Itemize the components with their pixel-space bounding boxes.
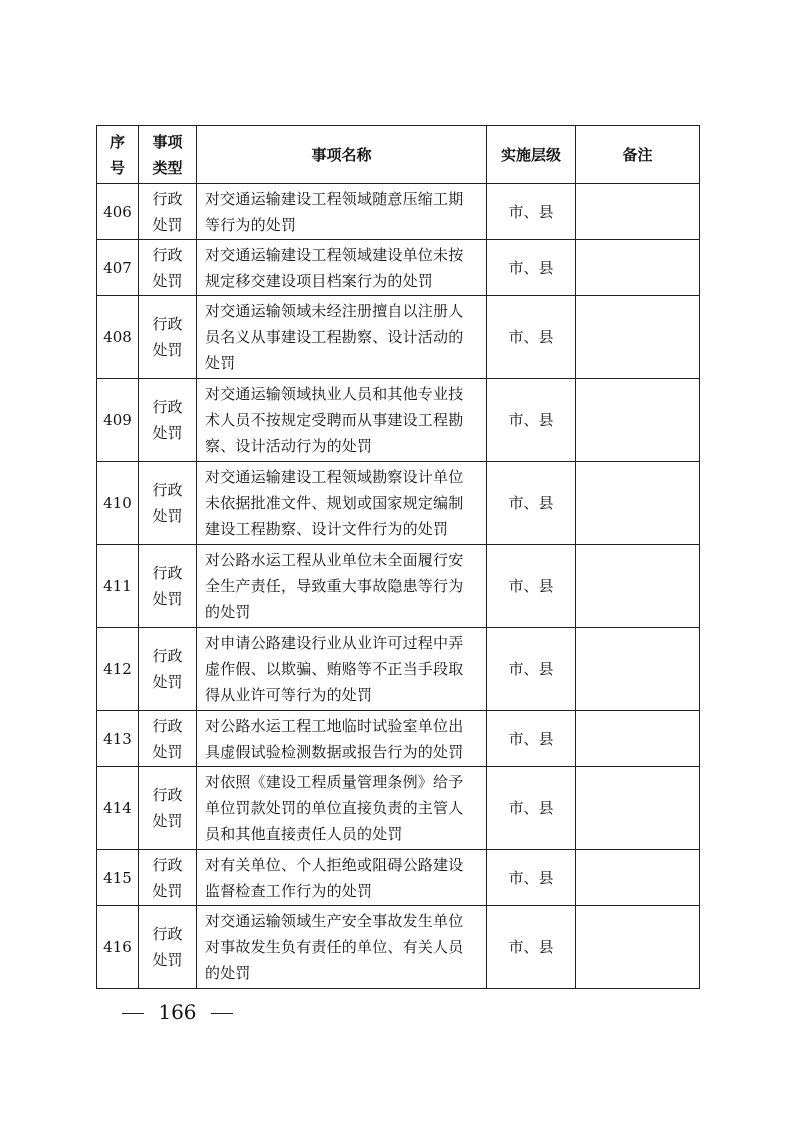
cell-seq: 407: [97, 240, 139, 296]
cell-type-line: 行政: [152, 315, 183, 333]
cell-name-line: 对交通运输建设工程领域建设单位未按: [205, 245, 464, 264]
cell-name: [197, 767, 487, 850]
page-number: 166: [158, 1000, 197, 1024]
cell-type-line: 处罚: [152, 590, 183, 608]
matters-table: [96, 125, 700, 989]
table-row: [97, 906, 700, 989]
cell-name-line: 对公路水运工程从业单位未全面履行安: [205, 551, 464, 569]
cell-name-line: 对申请公路建设行业从业许可过程中弄: [205, 634, 464, 652]
cell-type-line: 行政: [152, 564, 183, 582]
cell-seq: 413: [97, 711, 139, 767]
cell-type-line: 处罚: [152, 341, 183, 359]
cell-type: [139, 767, 197, 850]
header-seq-line2: 号: [109, 158, 125, 177]
cell-type: [139, 545, 197, 628]
cell-seq: 411: [97, 545, 139, 628]
cell-type: [139, 711, 197, 767]
cell-type: [139, 296, 197, 379]
cell-name-line: 对交通运输领域生产安全事故发生单位: [205, 912, 464, 930]
cell-note: [576, 379, 700, 462]
cell-type-line: 处罚: [152, 424, 183, 442]
cell-note: [576, 767, 700, 850]
header-seq: [97, 126, 139, 184]
cell-type-line: 处罚: [152, 881, 183, 900]
cell-name: [197, 850, 487, 906]
cell-level: 市、县: [487, 240, 576, 296]
cell-name-line: 对事故发生负有责任的单位、有关人员: [205, 938, 464, 956]
cell-note: [576, 850, 700, 906]
cell-name-line: 未依据批准文件、规划或国家规定编制: [205, 494, 464, 512]
cell-name-line: 员名义从事建设工程勘察、设计活动的: [205, 328, 464, 346]
header-type-line1: 事项: [152, 132, 183, 151]
cell-name-line: 术人员不按规定受聘而从事建设工程勘: [205, 411, 464, 429]
cell-name: [197, 628, 487, 711]
cell-name-line: 虚作假、以欺骗、贿赂等不正当手段取: [205, 660, 464, 678]
cell-seq: 409: [97, 379, 139, 462]
header-level: 实施层级: [487, 126, 576, 184]
cell-note: [576, 545, 700, 628]
cell-type-line: 行政: [152, 647, 183, 665]
cell-name-line: 等行为的处罚: [205, 215, 297, 234]
cell-seq: 414: [97, 767, 139, 850]
header-note: 备注: [576, 126, 700, 184]
cell-type-line: 行政: [152, 925, 183, 943]
cell-name-line: 对公路水运工程工地临时试验室单位出: [205, 716, 464, 735]
footer-dash-right: [211, 1013, 233, 1014]
cell-name: [197, 906, 487, 989]
cell-name-line: 对有关单位、个人拒绝或阻碍公路建设: [205, 855, 464, 874]
cell-name-line: 全生产责任，导致重大事故隐患等行为: [205, 577, 464, 595]
cell-name-line: 的处罚: [205, 603, 251, 621]
cell-name-line: 员和其他直接责任人员的处罚: [205, 825, 403, 843]
cell-name-line: 对交通运输领域未经注册擅自以注册人: [205, 302, 464, 320]
cell-name-line: 建设工程勘察、设计文件行为的处罚: [205, 520, 449, 538]
cell-name: [197, 184, 487, 240]
cell-name-line: 对交通运输领域执业人员和其他专业技: [205, 385, 464, 403]
cell-name: [197, 240, 487, 296]
cell-name-line: 具虚假试验检测数据或报告行为的处罚: [205, 742, 464, 761]
cell-seq: 416: [97, 906, 139, 989]
cell-name-line: 对交通运输建设工程领域勘察设计单位: [205, 468, 464, 486]
cell-type: [139, 462, 197, 545]
cell-type: [139, 379, 197, 462]
cell-name-line: 的处罚: [205, 964, 251, 982]
cell-name: [197, 711, 487, 767]
cell-seq: 406: [97, 184, 139, 240]
cell-note: [576, 628, 700, 711]
cell-name-line: 察、设计活动行为的处罚: [205, 437, 373, 455]
table-row: [97, 184, 700, 240]
cell-level: 市、县: [487, 379, 576, 462]
cell-note: [576, 240, 700, 296]
cell-level: 市、县: [487, 462, 576, 545]
cell-level: 市、县: [487, 767, 576, 850]
cell-name-line: 对依照《建设工程质量管理条例》给予: [205, 773, 464, 791]
cell-level: 市、县: [487, 628, 576, 711]
cell-type-line: 处罚: [152, 271, 183, 290]
cell-name: [197, 379, 487, 462]
table-row: [97, 240, 700, 296]
cell-type-line: 处罚: [152, 742, 183, 761]
cell-level: 市、县: [487, 296, 576, 379]
cell-name: [197, 462, 487, 545]
table-row: [97, 462, 700, 545]
cell-name: [197, 545, 487, 628]
cell-level: 市、县: [487, 850, 576, 906]
table-row: [97, 296, 700, 379]
cell-level: 市、县: [487, 906, 576, 989]
cell-type-line: 行政: [152, 855, 183, 874]
page-footer: [122, 1000, 233, 1024]
cell-type-line: 行政: [152, 398, 183, 416]
cell-type-line: 处罚: [152, 673, 183, 691]
cell-type: [139, 184, 197, 240]
cell-level: 市、县: [487, 545, 576, 628]
cell-level: 市、县: [487, 184, 576, 240]
cell-note: [576, 184, 700, 240]
cell-note: [576, 711, 700, 767]
cell-type-line: 处罚: [152, 951, 183, 969]
cell-name: [197, 296, 487, 379]
table-body: [97, 184, 700, 989]
table-row: [97, 628, 700, 711]
cell-type: [139, 906, 197, 989]
cell-note: [576, 296, 700, 379]
footer-dash-left: [122, 1013, 144, 1014]
cell-type-line: 行政: [152, 245, 183, 264]
cell-type: [139, 240, 197, 296]
cell-name-line: 得从业许可等行为的处罚: [205, 686, 373, 704]
table-row: [97, 767, 700, 850]
cell-type-line: 行政: [152, 716, 183, 735]
cell-seq: 412: [97, 628, 139, 711]
header-type: [139, 126, 197, 184]
cell-name-line: 对交通运输建设工程领域随意压缩工期: [205, 189, 464, 208]
cell-type-line: 行政: [152, 189, 183, 208]
cell-name-line: 监督检查工作行为的处罚: [205, 881, 373, 900]
cell-type-line: 行政: [152, 481, 183, 499]
cell-name-line: 规定移交建设项目档案行为的处罚: [205, 271, 434, 290]
header-seq-line1: 序: [109, 132, 125, 151]
table-row: [97, 545, 700, 628]
cell-type: [139, 850, 197, 906]
cell-name-line: 单位罚款处罚的单位直接负责的主管人: [205, 799, 464, 817]
table-row: [97, 711, 700, 767]
cell-type-line: 处罚: [152, 215, 183, 234]
header-name: 事项名称: [197, 126, 487, 184]
cell-type-line: 行政: [152, 786, 183, 804]
cell-seq: 410: [97, 462, 139, 545]
table-row: [97, 850, 700, 906]
cell-type: [139, 628, 197, 711]
cell-seq: 408: [97, 296, 139, 379]
cell-seq: 415: [97, 850, 139, 906]
header-type-line2: 类型: [152, 158, 183, 177]
table-row: [97, 379, 700, 462]
cell-level: 市、县: [487, 711, 576, 767]
cell-type-line: 处罚: [152, 507, 183, 525]
cell-type-line: 处罚: [152, 812, 183, 830]
cell-name-line: 处罚: [205, 354, 236, 372]
cell-note: [576, 906, 700, 989]
header-row: [97, 126, 700, 184]
cell-note: [576, 462, 700, 545]
